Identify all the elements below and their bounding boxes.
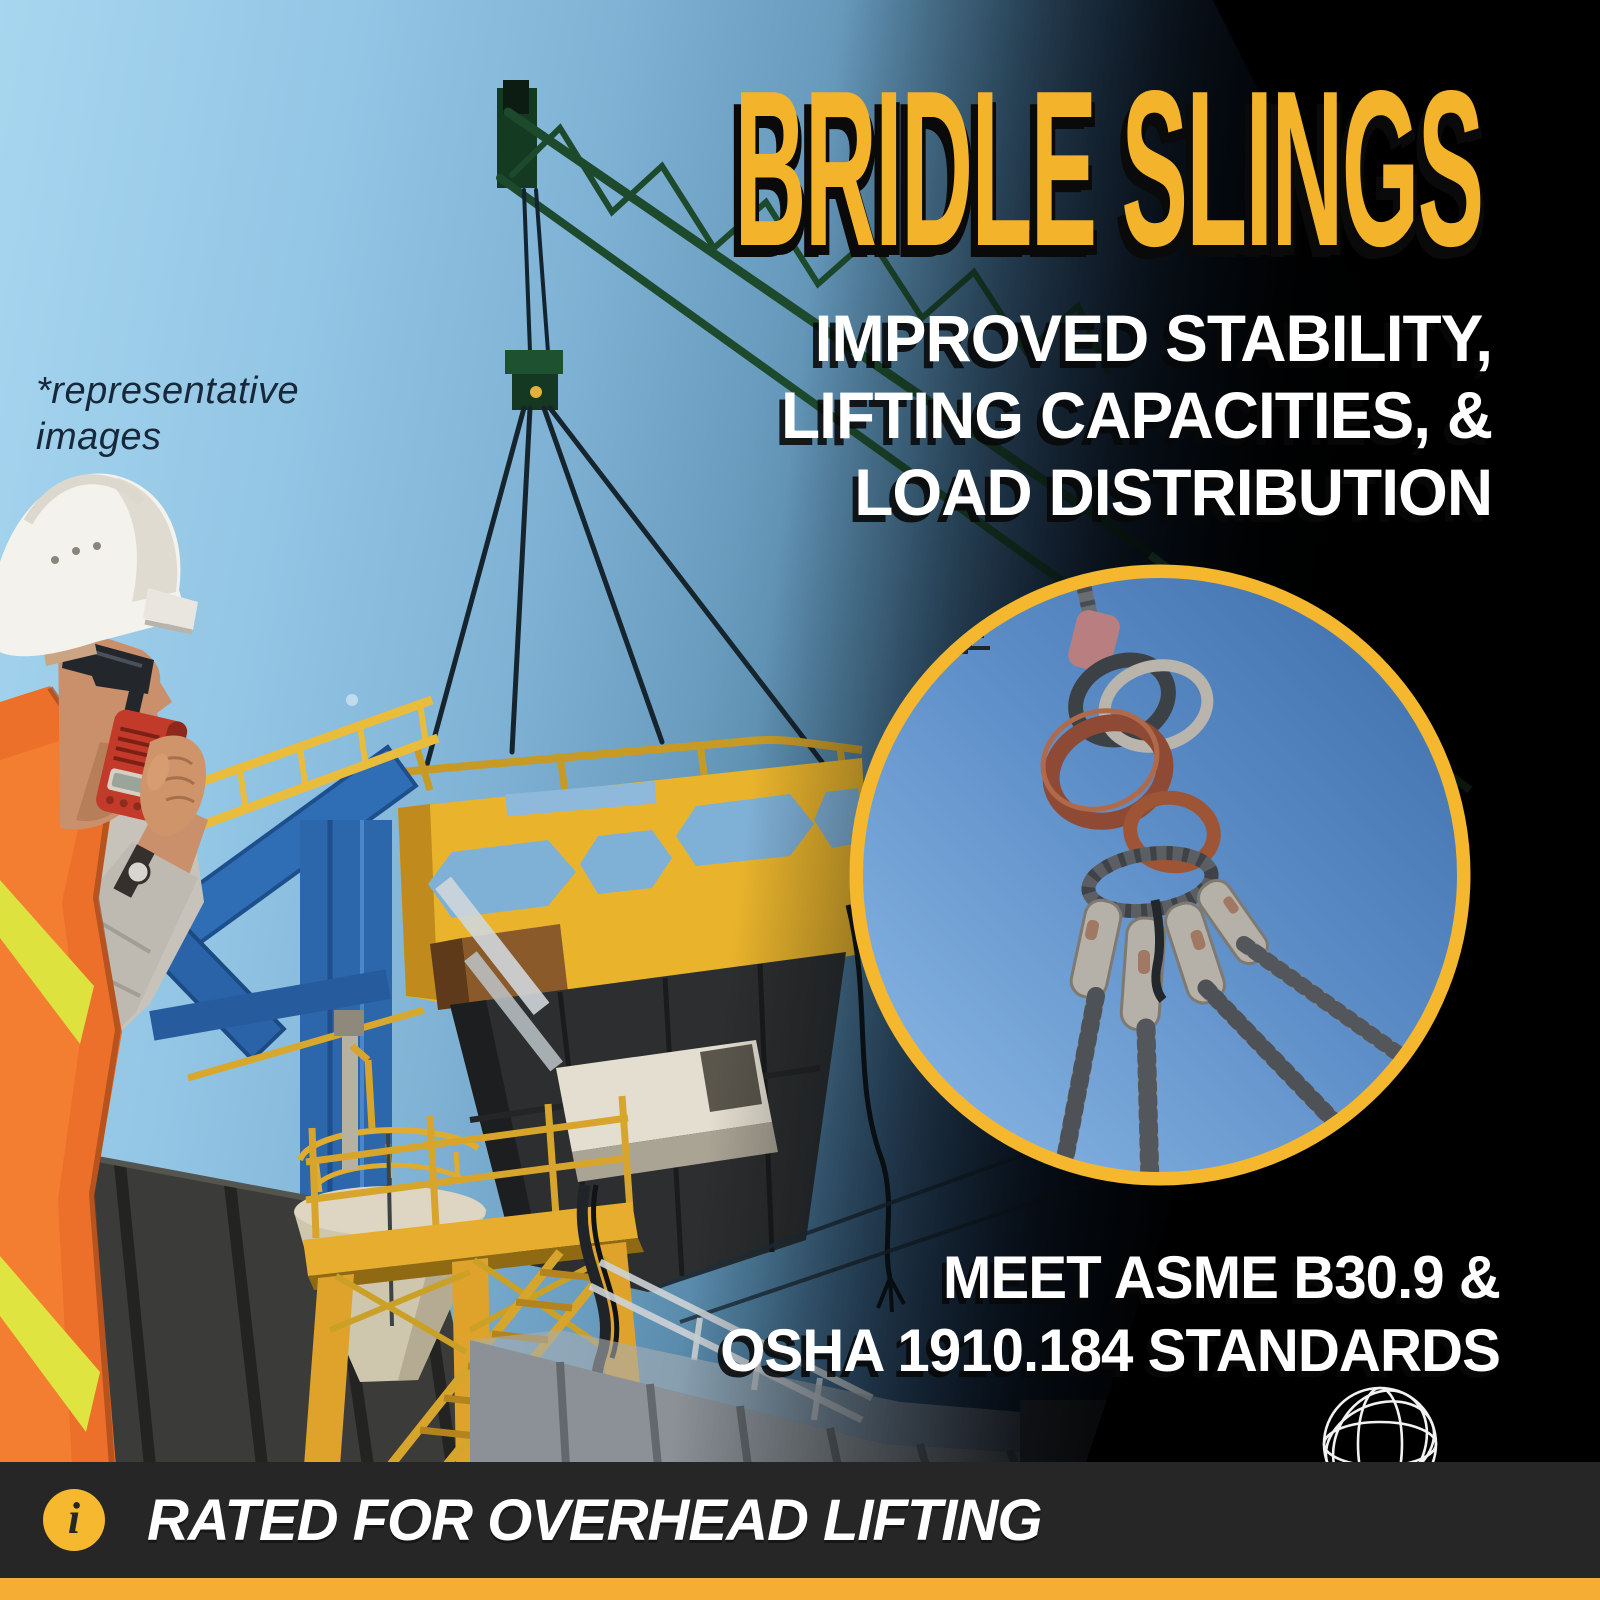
poster-subtitle — [781, 300, 1492, 531]
subtitle-line-1: IMPROVED STABILITY, — [814, 301, 1492, 375]
poster-title: BRIDLE SLINGS — [733, 45, 1482, 293]
bottom-accent-strip — [0, 1578, 1600, 1600]
standards-line-1: MEET ASME B30.9 & — [942, 1244, 1500, 1311]
info-icon — [43, 1489, 105, 1551]
footer-bar — [0, 1462, 1600, 1578]
info-icon-glyph: i — [67, 1494, 81, 1543]
subtitle-line-2: LIFTING CAPACITIES, & — [780, 378, 1492, 452]
sling-detail-inset — [850, 560, 1470, 1190]
subtitle-line-3: LOAD DISTRIBUTION — [854, 455, 1492, 529]
standards-callout — [720, 1241, 1500, 1387]
standards-line-2: OSHA 1910.184 STANDARDS — [720, 1317, 1500, 1384]
footer-tagline: RATED FOR OVERHEAD LIFTING — [147, 1487, 1042, 1553]
representative-images-note: *representative images — [36, 370, 300, 459]
